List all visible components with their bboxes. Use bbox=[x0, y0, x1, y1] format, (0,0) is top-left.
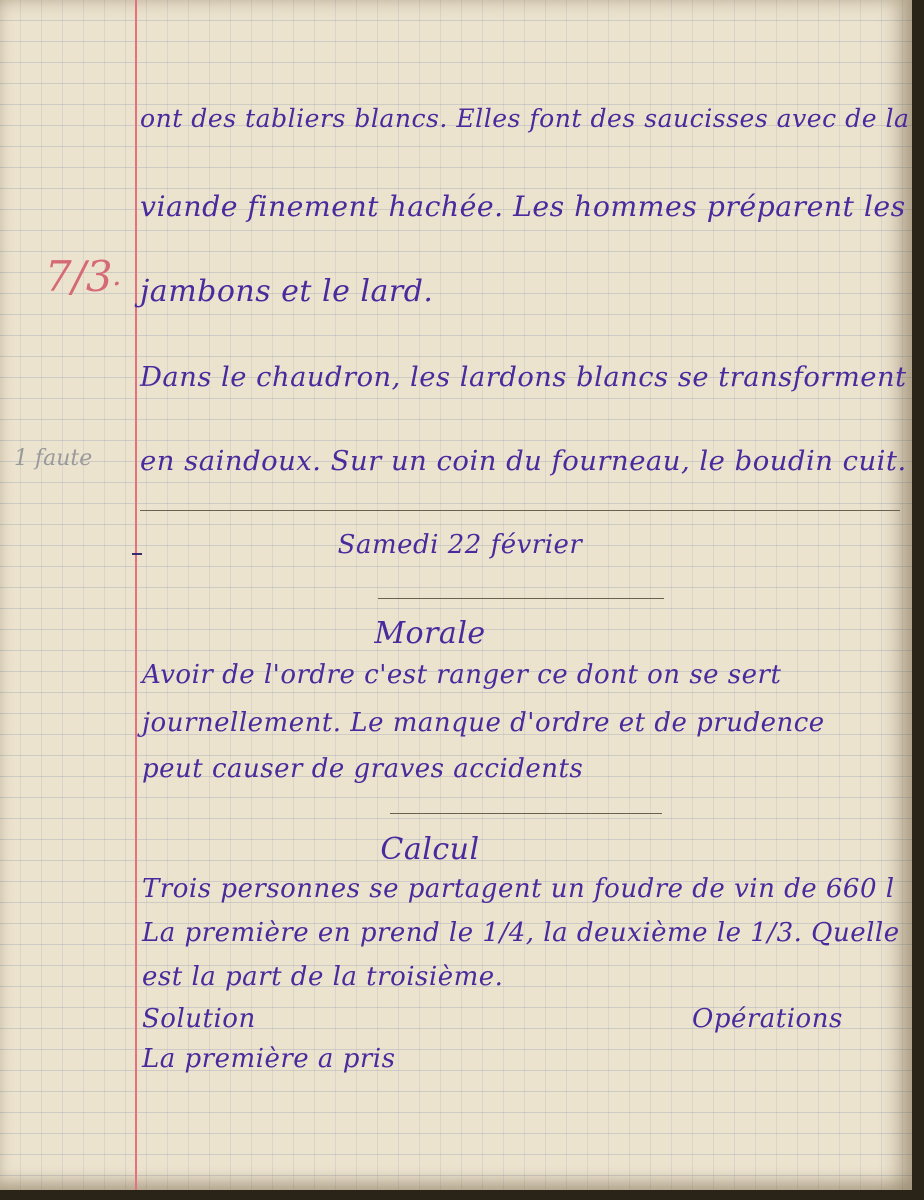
morale-line-3: peut causer de graves accidents bbox=[142, 754, 584, 784]
margin-tick bbox=[132, 553, 142, 555]
grade-dot: . bbox=[112, 258, 122, 293]
date-underline bbox=[378, 598, 664, 599]
dictation-line-4: Dans le chaudron, les lardons blancs se transforment bbox=[140, 362, 907, 393]
morale-line-2: journellement. Le manque d'ordre et de prudence bbox=[142, 708, 825, 738]
morale-divider bbox=[390, 813, 662, 814]
dictation-line-1: ont des tabliers blancs. Elles font des saucisses avec de la bbox=[140, 104, 910, 133]
pencil-note: 1 faute bbox=[14, 446, 93, 471]
dictation-line-5: en saindoux. Sur un coin du fourneau, le boudin cuit. bbox=[140, 446, 907, 477]
solution-label: Solution bbox=[142, 1004, 256, 1034]
grade-mark: 7/3 bbox=[45, 252, 113, 301]
operations-label: Opérations bbox=[692, 1004, 843, 1034]
solution-line: La première a pris bbox=[142, 1044, 396, 1074]
calcul-line-3: est la part de la troisième. bbox=[142, 962, 504, 992]
morale-line-1: Avoir de l'ordre c'est ranger ce dont on se sert bbox=[142, 660, 782, 690]
dictation-line-2: viande finement hachée. Les hommes préparent les bbox=[140, 190, 906, 223]
calcul-line-1: Trois personnes se partagent un foudre de vin de 660 l bbox=[142, 874, 895, 904]
dictation-line-3: jambons et le lard. bbox=[140, 274, 434, 309]
section-divider bbox=[140, 510, 900, 511]
morale-heading: Morale bbox=[374, 616, 486, 651]
margin-line bbox=[135, 0, 137, 1190]
calcul-heading: Calcul bbox=[380, 832, 480, 867]
calcul-line-2: La première en prend le 1/4, la deuxième le 1/3. Quelle bbox=[142, 918, 900, 948]
date-heading: Samedi 22 février bbox=[337, 530, 583, 560]
